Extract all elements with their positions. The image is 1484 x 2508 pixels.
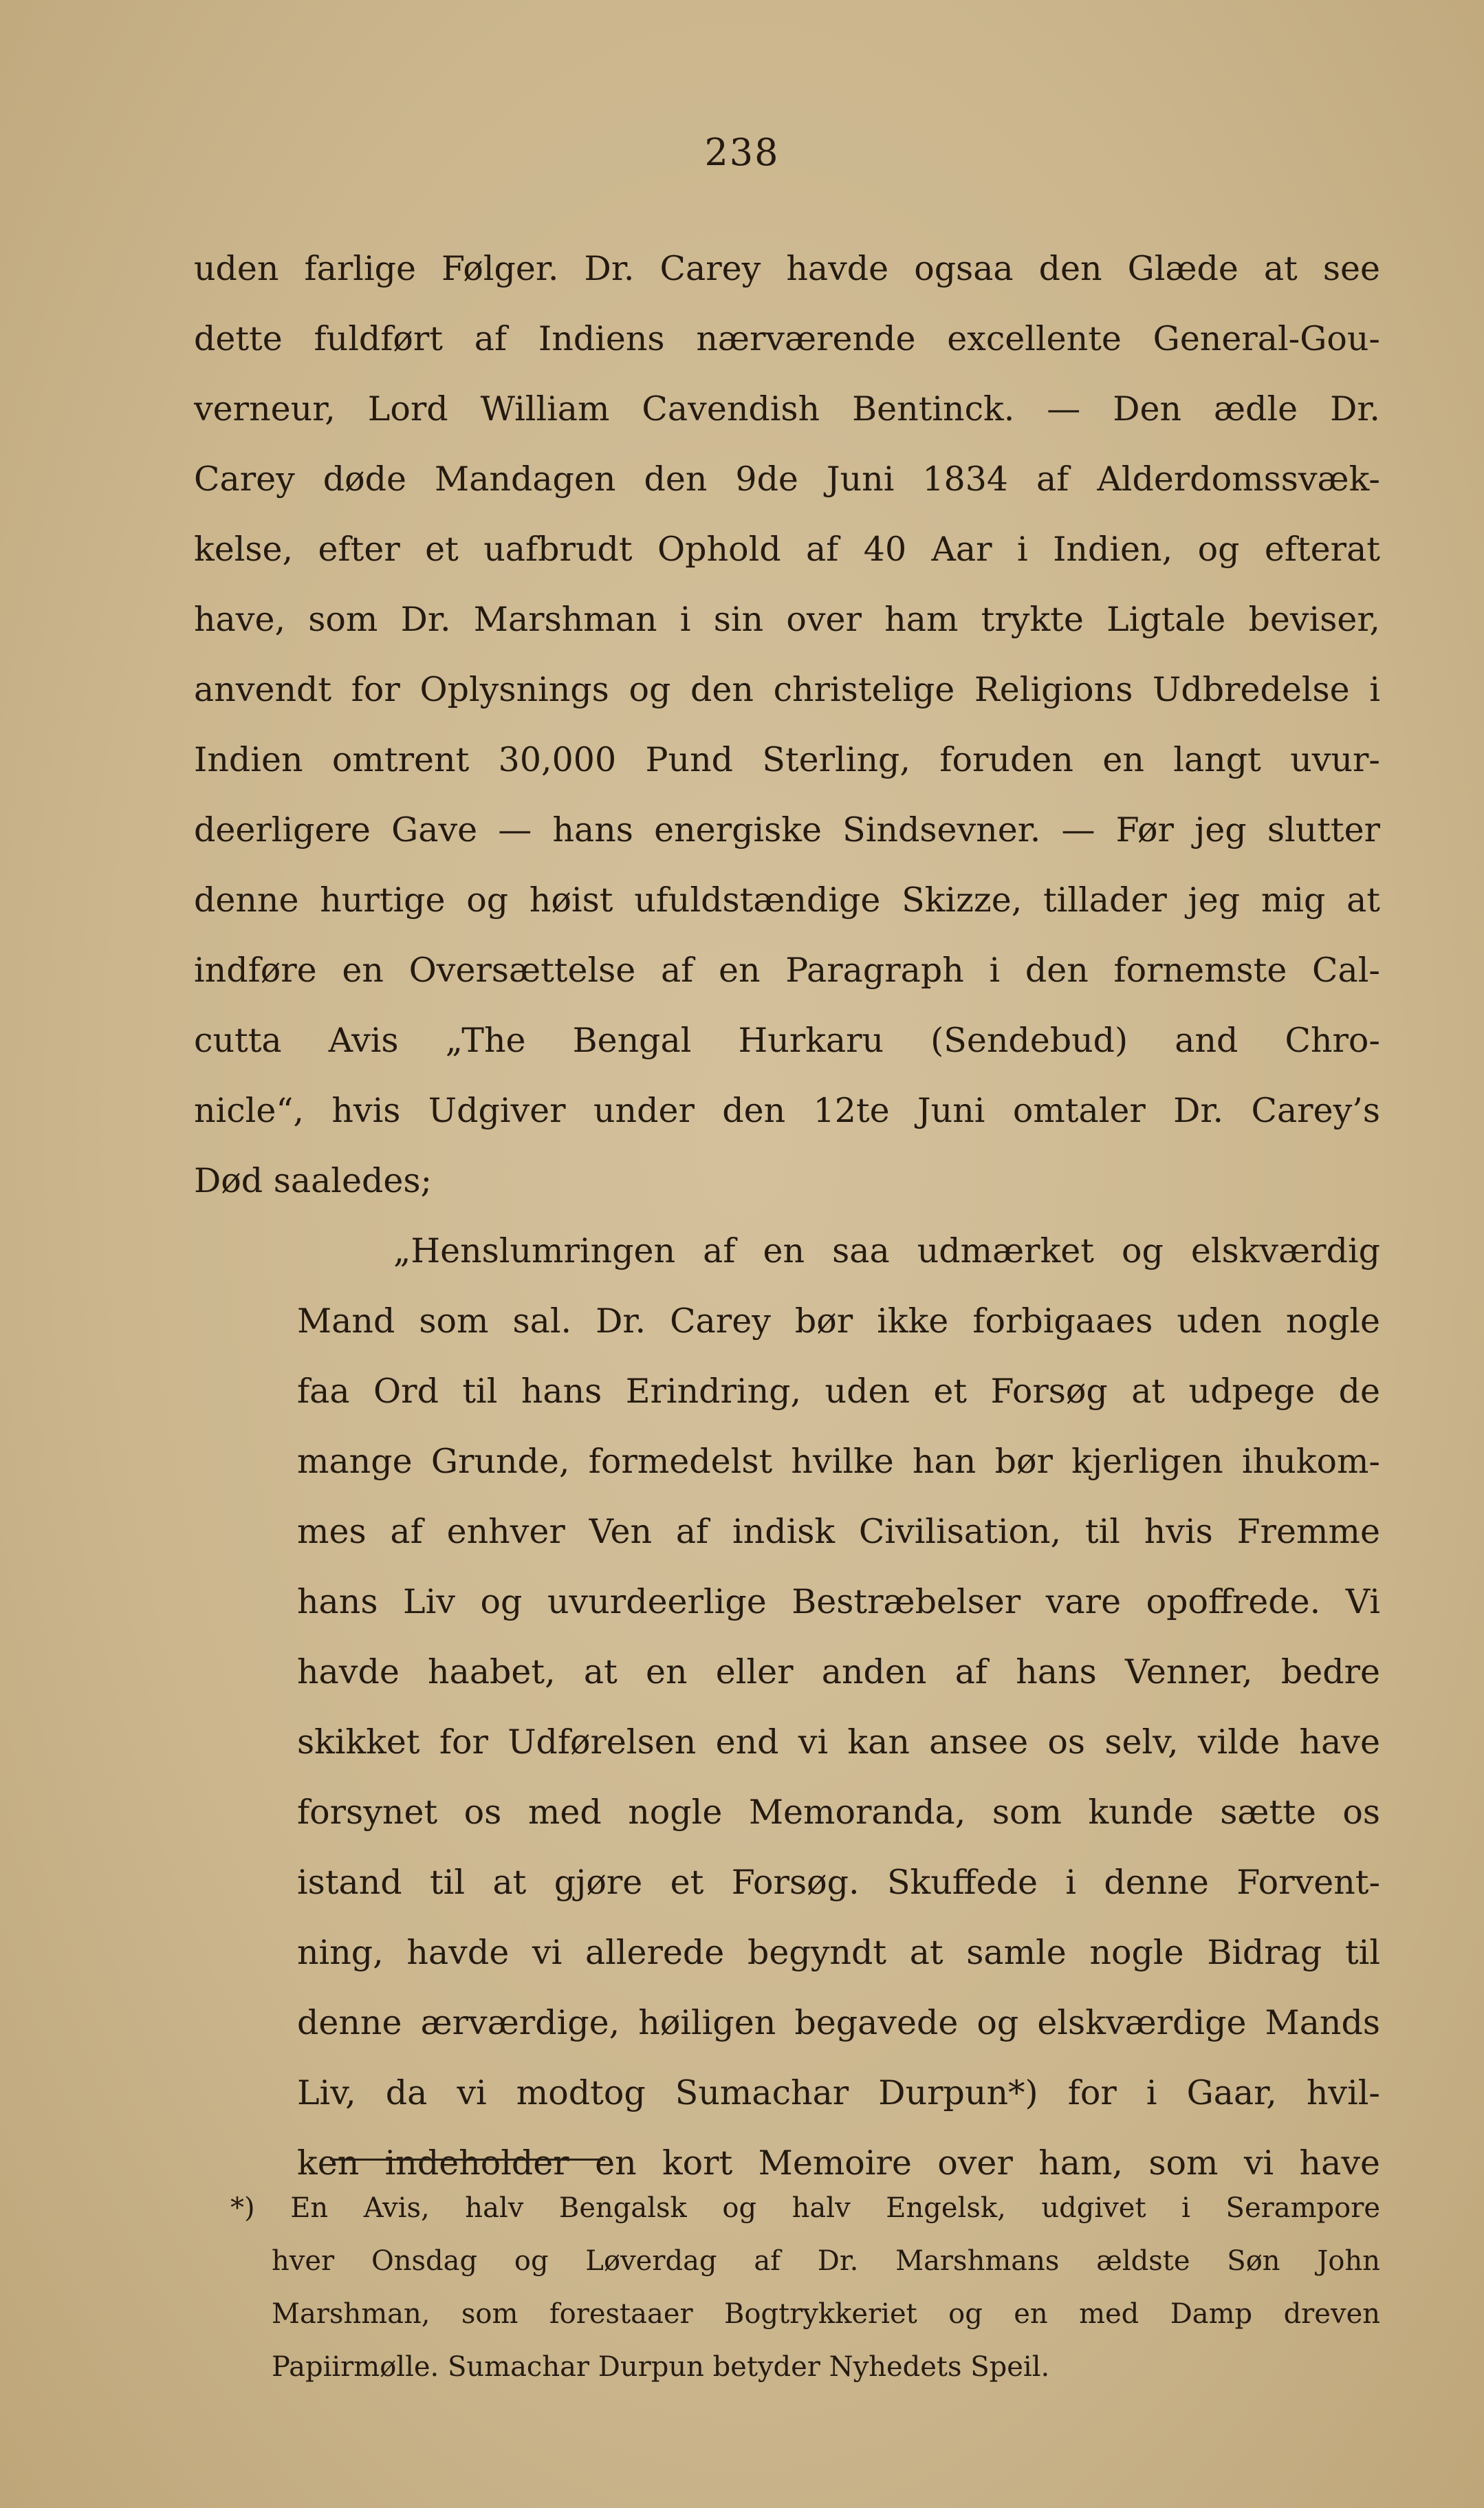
main-text — [194, 234, 1380, 2198]
text-line: deerligere Gave — hans energiske Sindsevner. — Før jeg slutter — [194, 810, 1380, 850]
quote-line: denne ærværdige, høiligen begavede og elskværdige Mands — [297, 2003, 1380, 2042]
text-line: anvendt for Oplysnings og den christelige Religions Udbredelse i — [194, 670, 1380, 709]
page-number: 238 — [704, 131, 780, 174]
text-line: uden farlige Følger. Dr. Carey havde ogsaa den Glæde at see — [194, 249, 1380, 288]
text-line: kelse, efter et uafbrudt Ophold af 40 Aar i Indien, og efterat — [194, 530, 1380, 569]
footnote — [230, 2182, 1380, 2394]
quote-line: forsynet os med nogle Memoranda, som kunde sætte os — [297, 1793, 1380, 1832]
footnote-line: hver Onsdag og Løverdag af Dr. Marshmans ældste Søn John — [272, 2245, 1380, 2277]
footnote-line: Marshman, som forestaaer Bogtrykkeriet og en med Damp dreven — [272, 2298, 1380, 2330]
quote-line: mes af enhver Ven af indisk Civilisation, til hvis Fremme — [297, 1512, 1380, 1551]
text-line: indføre en Oversættelse af en Paragraph i den fornemste Cal- — [194, 951, 1380, 990]
footnote-line: Papiirmølle. Sumachar Durpun betyder Nyhedets Speil. — [272, 2351, 1050, 2383]
text-line: dette fuldført af Indiens nærværende excellente General-Gou- — [194, 319, 1380, 358]
quote-line: faa Ord til hans Erindring, uden et Forsøg at udpege de — [297, 1372, 1380, 1411]
text-line: have, som Dr. Marshman i sin over ham trykte Ligtale beviser, — [194, 600, 1380, 639]
quote-line: skikket for Udførelsen end vi kan ansee os selv, vilde have — [297, 1722, 1380, 1762]
quote-line: havde haabet, at en eller anden af hans Venner, bedre — [297, 1652, 1380, 1691]
footnote-line: *) En Avis, halv Bengalsk og halv Engelsk, udgivet i Serampore — [230, 2192, 1380, 2224]
footnote-divider — [330, 2159, 605, 2161]
quote-line: Liv, da vi modtog Sumachar Durpun*) for i Gaar, hvil- — [297, 2073, 1380, 2112]
quote-line: istand til at gjøre et Forsøg. Skuffede i denne Forvent- — [297, 1863, 1380, 1902]
text-line: verneur, Lord William Cavendish Bentinck. — Den ædle Dr. — [194, 389, 1380, 429]
text-line: Død saaledes; — [194, 1161, 432, 1200]
quote-line: Mand som sal. Dr. Carey bør ikke forbigaaes uden nogle — [297, 1301, 1380, 1341]
quoted-passage — [194, 1216, 1380, 2198]
quote-line: hans Liv og uvurdeerlige Bestræbelser vare opoffrede. Vi — [297, 1582, 1380, 1621]
text-line: cutta Avis „The Bengal Hurkaru (Sendebud) and Chro- — [194, 1021, 1380, 1060]
text-line: Carey døde Mandagen den 9de Juni 1834 af Alderdomssvæk- — [194, 460, 1380, 499]
text-line: Indien omtrent 30,000 Pund Sterling, foruden en langt uvur- — [194, 740, 1380, 779]
quote-line: „Henslumringen af en saa udmærket og elskværdig — [393, 1231, 1380, 1271]
quote-line: ken indeholder en kort Memoire over ham, som vi have — [297, 2143, 1380, 2183]
text-line: denne hurtige og høist ufuldstændige Skizze, tillader jeg mig at — [194, 880, 1380, 920]
text-line: nicle“, hvis Udgiver under den 12te Juni omtaler Dr. Carey’s — [194, 1091, 1380, 1130]
quote-line: ning, havde vi allerede begyndt at samle nogle Bidrag til — [297, 1933, 1380, 1972]
quote-line: mange Grunde, formedelst hvilke han bør kjerligen ihukom- — [297, 1442, 1380, 1481]
